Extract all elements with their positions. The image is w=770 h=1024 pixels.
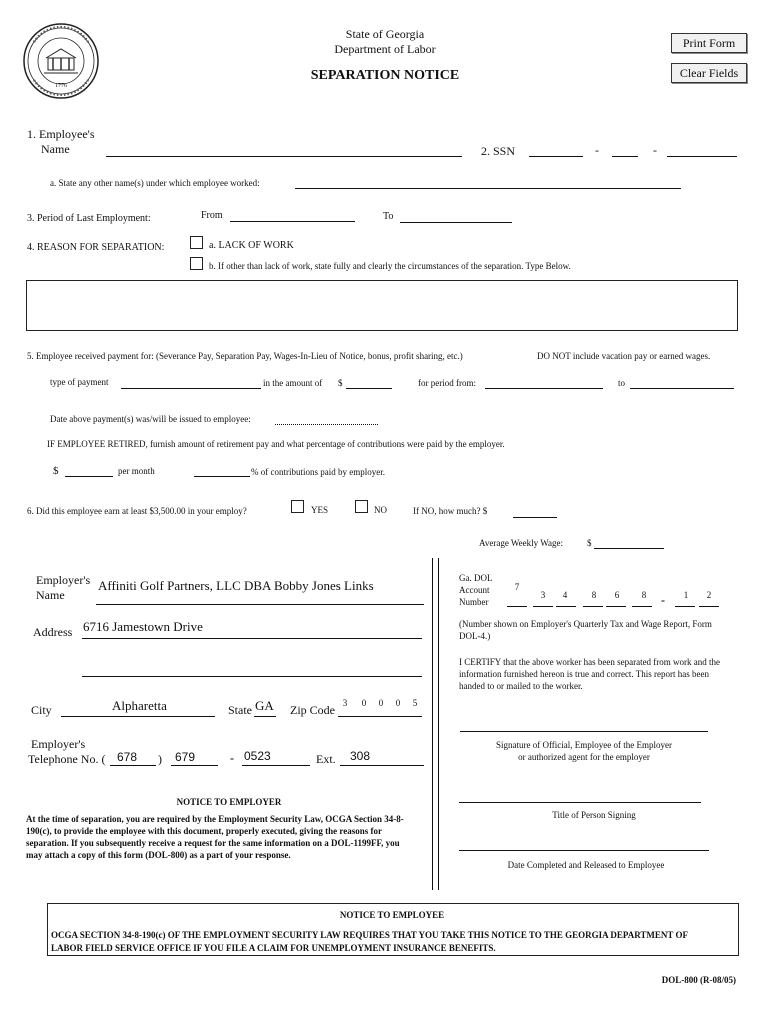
city-value: Alpharetta xyxy=(112,698,167,713)
account-digit-4: 8 xyxy=(591,590,597,600)
payment-period-from-field[interactable] xyxy=(485,388,603,389)
account-field-1[interactable] xyxy=(507,606,527,607)
zip-digit-3: 0 xyxy=(378,698,384,708)
account-dash: - xyxy=(661,593,665,607)
account-field-2[interactable] xyxy=(533,606,553,607)
telephone-label-1: Employer's xyxy=(31,737,86,751)
address-field-2[interactable] xyxy=(82,676,422,677)
state-field[interactable] xyxy=(254,716,276,717)
signature-field[interactable] xyxy=(460,731,708,732)
notice-employer-body: At the time of separation, you are required by the Employment Security Law, OCGA Section 34-8-190(c), to provide the employee with this document, properly executed, giving the reasons for separation. If you subsequently receive a request for the same information on a DOL-1199FF, you may attach a copy of this form (DOL-800) as a part of your response. xyxy=(26,814,404,860)
per-month-label: per month xyxy=(118,466,155,476)
payment-to-label: to xyxy=(618,378,626,388)
phone-dash: - xyxy=(230,751,234,765)
telephone-label-2: Telephone No. ( xyxy=(28,752,106,766)
section-divider-2 xyxy=(438,558,439,890)
account-digit-5: 6 xyxy=(614,590,620,600)
page-title: SEPARATION NOTICE xyxy=(310,68,460,83)
account-label-3: Number xyxy=(459,597,489,607)
period-from-payment-label: for period from: xyxy=(418,378,476,388)
state-value: GA xyxy=(255,698,274,713)
date-released-label: Date Completed and Released to Employee xyxy=(507,860,665,870)
account-field-8[interactable] xyxy=(699,606,719,607)
period-to-field[interactable] xyxy=(400,222,512,223)
how-much-label: If NO, how much? $ xyxy=(413,506,488,516)
notice-employee-title: NOTICE TO EMPLOYEE xyxy=(339,910,445,920)
line-number-value: 0523 xyxy=(244,749,271,763)
account-label-1: Ga. DOL xyxy=(459,573,493,583)
notice-employee-body: OCGA SECTION 34-8-190(c) OF THE EMPLOYMENT SECURITY LAW REQUIRES THAT YOU TAKE THIS NOTICE TO THE GEORGIA DEPARTMENT OF LABOR FIELD SERVICE OFFICE IF YOU FILE A CLAIM FOR UNEMPLOYMENT INSURANCE BENEFITS. xyxy=(51,930,688,953)
address-value: 6716 Jamestown Drive xyxy=(83,619,203,634)
how-much-field[interactable] xyxy=(513,517,557,518)
seal-year: 1776 xyxy=(55,83,67,89)
ext-value: 308 xyxy=(350,749,371,763)
no-label: NO xyxy=(374,505,387,515)
payment-period-to-field[interactable] xyxy=(630,388,734,389)
retirement-amount-field[interactable] xyxy=(65,476,113,477)
title-signing-field[interactable] xyxy=(459,802,701,803)
reason-textarea[interactable] xyxy=(26,280,738,331)
contrib-pct-label: % of contributions paid by employer. xyxy=(251,467,385,477)
zip-digit-5: 5 xyxy=(412,698,418,708)
area-code-paren: ) xyxy=(158,752,162,766)
q1-label-name: Name xyxy=(41,142,70,156)
ssn-field-2[interactable] xyxy=(612,156,638,157)
account-digit-3: 4 xyxy=(562,590,568,600)
reason-label: 4. REASON FOR SEPARATION: xyxy=(27,242,165,253)
account-label-2: Account xyxy=(459,585,490,595)
zip-digit-4: 0 xyxy=(395,698,401,708)
date-issued-field[interactable] xyxy=(275,424,378,425)
account-digit-1: 7 xyxy=(514,582,520,592)
lack-of-work-checkbox[interactable] xyxy=(190,236,203,249)
certify-text: I CERTIFY that the above worker has been separated from work and the information furnished hereon is true and correct. This report has been handed to or mailed to the worker. xyxy=(459,657,721,691)
yes-checkbox[interactable] xyxy=(291,500,304,513)
employer-name-label-2: Name xyxy=(36,588,65,602)
lack-of-work-label: a. LACK OF WORK xyxy=(209,240,294,251)
ext-field[interactable] xyxy=(340,765,424,766)
account-digit-2: 3 xyxy=(540,590,546,600)
print-form-button[interactable]: Print Form xyxy=(671,33,747,53)
account-field-3[interactable] xyxy=(556,606,576,607)
area-code-field[interactable] xyxy=(110,765,156,766)
account-digit-6: 8 xyxy=(641,590,647,600)
employee-name-field[interactable] xyxy=(106,156,462,157)
type-of-payment-field[interactable] xyxy=(121,388,261,389)
notice-employer-title: NOTICE TO EMPLOYER xyxy=(176,797,282,807)
ssn-dash-2: - xyxy=(653,143,657,157)
city-field[interactable] xyxy=(61,716,215,717)
clear-fields-button[interactable]: Clear Fields xyxy=(671,63,747,83)
other-reason-label: b. If other than lack of work, state fully and clearly the circumstances of the separation. Type Below. xyxy=(209,261,571,271)
header-state: State of Georgia xyxy=(345,27,425,41)
ssn-dash-1: - xyxy=(595,143,599,157)
section-divider xyxy=(432,558,433,890)
employer-name-field[interactable] xyxy=(96,604,424,605)
other-names-label: a. State any other name(s) under which employee worked: xyxy=(50,178,260,188)
ssn-label: 2. SSN xyxy=(481,144,516,158)
state-label: State xyxy=(228,703,252,717)
period-to-label: To xyxy=(383,211,394,222)
retired-label: IF EMPLOYEE RETIRED, furnish amount of retirement pay and what percentage of contributions were paid by the employer. xyxy=(47,439,505,449)
zip-label: Zip Code xyxy=(290,703,335,717)
address-field-1[interactable] xyxy=(82,638,422,639)
retirement-dollar-sign: $ xyxy=(53,465,59,477)
date-issued-label: Date above payment(s) was/will be issued to employee: xyxy=(50,414,251,424)
line-number-field[interactable] xyxy=(242,765,310,766)
georgia-seal xyxy=(22,22,100,100)
earn-3500-label: 6. Did this employee earn at least $3,500.00 in your employ? xyxy=(27,506,247,516)
account-field-7[interactable] xyxy=(675,606,695,607)
area-code-value: 678 xyxy=(117,750,138,764)
account-field-5[interactable] xyxy=(606,606,626,607)
employer-name-value: Affiniti Golf Partners, LLC DBA Bobby Jones Links xyxy=(98,578,374,593)
signature-label-1: Signature of Official, Employee of the Employer xyxy=(495,740,673,750)
account-digit-8: 2 xyxy=(706,590,712,600)
zip-field[interactable] xyxy=(338,716,422,717)
form-id: DOL-800 (R-08/05) xyxy=(661,975,736,985)
payment-note: DO NOT include vacation pay or earned wages. xyxy=(537,351,711,361)
zip-digit-1: 3 xyxy=(342,698,348,708)
header-department: Department of Labor xyxy=(334,42,436,56)
title-signing-label: Title of Person Signing xyxy=(552,810,636,820)
payment-label: 5. Employee received payment for: (Severance Pay, Separation Pay, Wages-In-Lieu of Notice, bonus, profit sharing, etc.) xyxy=(27,351,463,361)
period-from-field[interactable] xyxy=(230,221,355,222)
period-label: 3. Period of Last Employment: xyxy=(27,213,151,224)
account-field-6[interactable] xyxy=(632,606,652,607)
signature-label-2: or authorized agent for the employer xyxy=(518,752,650,762)
ext-label: Ext. xyxy=(316,752,336,766)
amount-dollar-sign: $ xyxy=(338,378,343,388)
q1-label: 1. Employee's xyxy=(27,127,95,141)
date-released-field[interactable] xyxy=(459,850,709,851)
yes-label: YES xyxy=(311,505,329,515)
account-field-4[interactable] xyxy=(583,606,603,607)
city-label: City xyxy=(31,703,52,717)
prefix-field[interactable] xyxy=(171,765,218,766)
zip-digit-2: 0 xyxy=(361,698,367,708)
avg-weekly-wage-label: Average Weekly Wage: xyxy=(479,538,564,548)
ssn-field-1[interactable] xyxy=(529,156,583,157)
other-reason-checkbox[interactable] xyxy=(190,257,203,270)
employer-name-label-1: Employer's xyxy=(36,573,91,587)
account-digit-7: 1 xyxy=(683,590,689,600)
no-checkbox[interactable] xyxy=(355,500,368,513)
amount-field[interactable] xyxy=(346,388,392,389)
in-amount-label: in the amount of xyxy=(263,378,323,388)
contrib-pct-field[interactable] xyxy=(194,476,250,477)
other-names-field[interactable] xyxy=(295,188,681,189)
avg-weekly-wage-field[interactable] xyxy=(594,548,664,549)
prefix-value: 679 xyxy=(175,750,196,764)
period-from-label: From xyxy=(201,210,223,221)
account-note: (Number shown on Employer's Quarterly Tax and Wage Report, Form DOL-4.) xyxy=(459,619,712,641)
avg-wage-dollar-sign: $ xyxy=(587,538,592,548)
ssn-field-3[interactable] xyxy=(667,156,737,157)
type-of-payment-label: type of payment xyxy=(50,377,109,387)
address-label: Address xyxy=(33,625,73,639)
